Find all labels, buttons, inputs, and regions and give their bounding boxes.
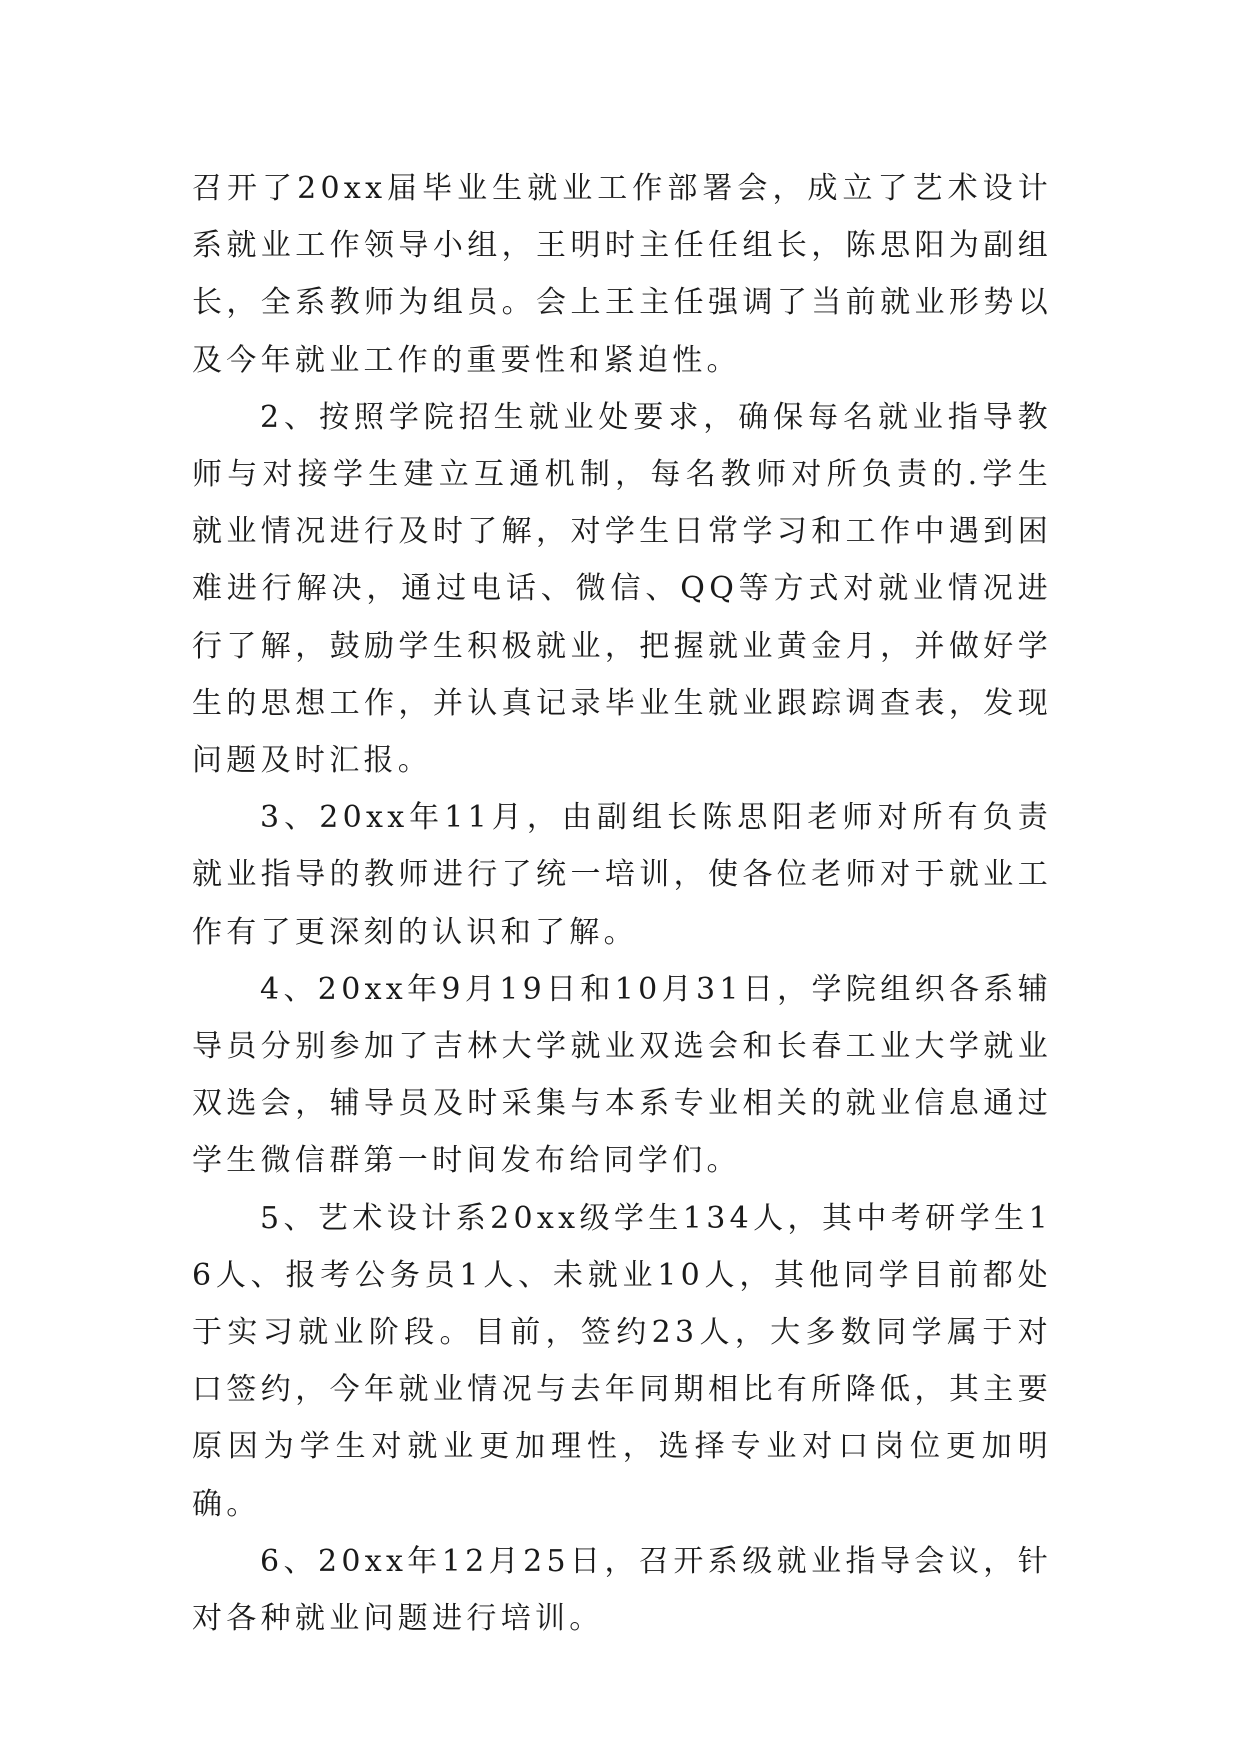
paragraph-item-2: 2、按照学院招生就业处要求，确保每名就业指导教师与对接学生建立互通机制，每名教师对所负责的.学生就业情况进行及时了解，对学生日常学习和工作中遇到困难进行解决，通过电话、微信、QQ等方式对就业情况进行了解，鼓励学生积极就业，把握就业黄金月，并做好学生的思想工作，并认真记录毕业生就业跟踪调查表，发现问题及时汇报。 <box>192 399 1052 779</box>
paragraph-continuation: 召开了20xx届毕业生就业工作部署会，成立了艺术设计系就业工作领导小组，王明时主任任组长，陈思阳为副组长，全系教师为组员。会上王主任强调了当前就业形势以及今年就业工作的重要性和紧迫性。 <box>192 171 1052 378</box>
paragraph-item-4: 4、20xx年9月19日和10月31日，学院组织各系辅导员分别参加了吉林大学就业双选会和长春工业大学就业双选会，辅导员及时采集与本系专业相关的就业信息通过学生微信群第一时间发布给同学们。 <box>192 971 1052 1179</box>
document-body <box>192 160 1052 1647</box>
paragraph-item-6: 6、20xx年12月25日，召开系级就业指导会议，针对各种就业问题进行培训。 <box>192 1543 1052 1637</box>
paragraph-item-5: 5、艺术设计系20xx级学生134人，其中考研学生16人、报考公务员1人、未就业10人，其他同学目前都处于实习就业阶段。目前，签约23人，大多数同学属于对口签约，今年就业情况与去年同期相比有所降低，其主要原因为学生对就业更加理性，选择专业对口岗位更加明确。 <box>192 1200 1052 1522</box>
paragraph-item-3: 3、20xx年11月，由副组长陈思阳老师对所有负责就业指导的教师进行了统一培训，使各位老师对于就业工作有了更深刻的认识和了解。 <box>192 800 1052 950</box>
